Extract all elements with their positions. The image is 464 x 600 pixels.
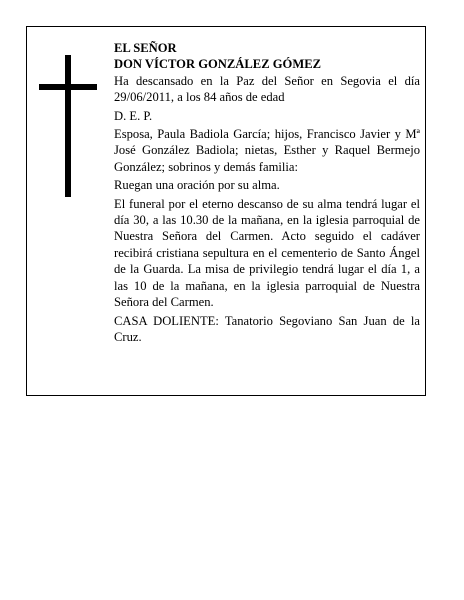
prayer-request: Ruegan una oración por su alma. bbox=[114, 178, 280, 193]
cross-icon bbox=[39, 55, 97, 197]
rip-abbreviation: D. E. P. bbox=[114, 108, 153, 123]
funeral-details: El funeral por el eterno descanso de su alma tendrá lugar el día 30, a las 10.30 de la mañana, en la iglesia parroquial de Nuestra Señora del Carmen. Acto seguido el cadáver recibirá cristiana sepultura en el cementerio de Santo Ángel de la Guarda. La misa de privilegio tendrá lugar el día 1, a las 10 de la mañana, en la iglesia parroquial de Nuestra Señora del Carmen. bbox=[114, 196, 420, 310]
cross-vertical-bar bbox=[65, 55, 71, 197]
death-announcement: Ha descansado en la Paz del Señor en Segovia el día 29/06/2011, a los 84 años de edad bbox=[114, 73, 420, 105]
deceased-name: DON VÍCTOR GONZÁLEZ GÓMEZ bbox=[114, 57, 322, 72]
notice-title: EL SEÑOR bbox=[114, 41, 177, 55]
obituary-text bbox=[114, 40, 420, 347]
family-members: Esposa, Paula Badiola García; hijos, Francisco Javier y Mª José González Badiola; nietas, Esther y Raquel Bermejo González; sobrinos y demás familia: bbox=[114, 127, 420, 174]
obituary-notice bbox=[26, 26, 426, 396]
mourning-house: CASA DOLIENTE: Tanatorio Segoviano San Juan de la Cruz. bbox=[114, 313, 420, 344]
cross-horizontal-bar bbox=[39, 84, 97, 90]
